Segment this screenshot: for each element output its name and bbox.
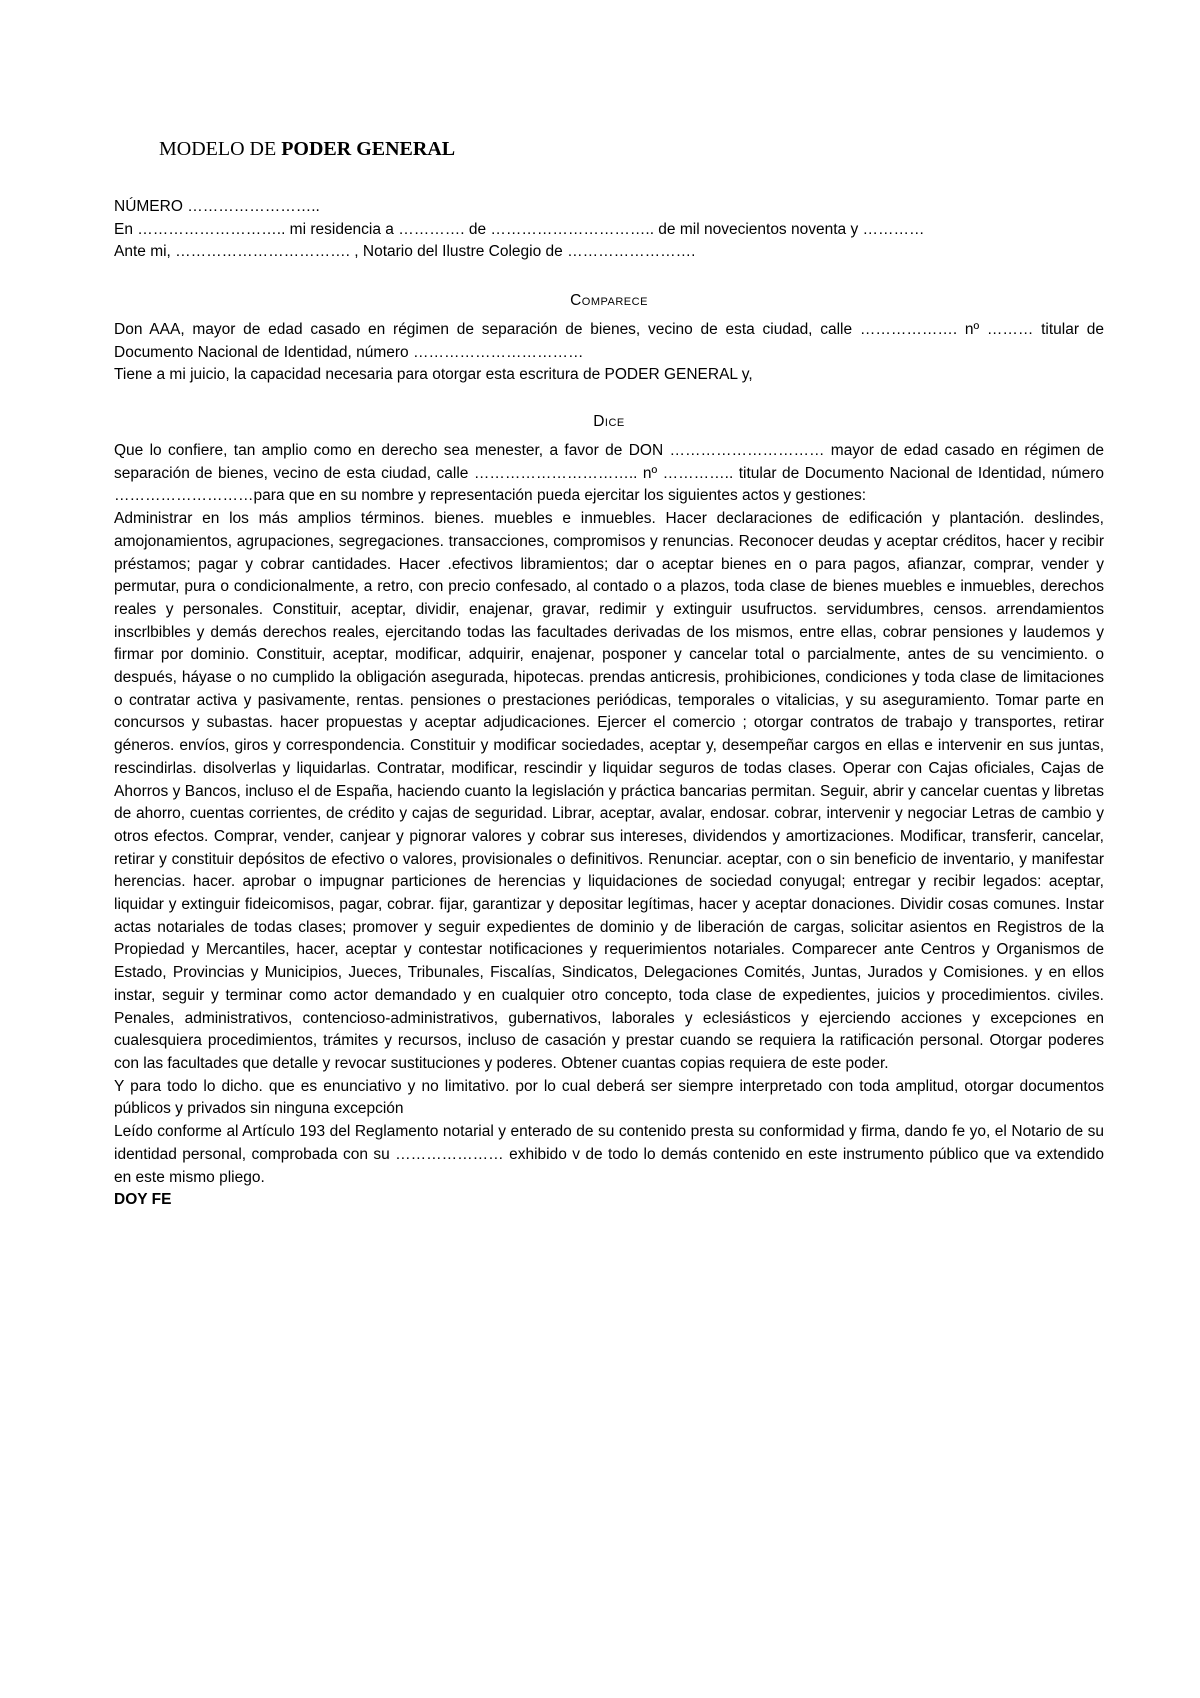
capacidad-paragraph: Tiene a mi juicio, la capacidad necesaria para otorgar esta escritura de PODER GENERAL y, (114, 366, 753, 384)
numero-line: NÚMERO …………………….. (114, 198, 320, 215)
facultades-paragraph: Administrar en los más amplios términos. bienes. muebles e inmuebles. Hacer declaraciones de edificación y plantación. deslindes, amojonamientos, agrupaciones, segregaciones. transacciones, compromisos y renuncias. Reconocer deudas y aceptar créditos, hacer y recibir préstamos; pagar y cobrar cantidades. Hacer .efectivos libramientos; dar o aceptar bienes en o para pagos, afianzar, comprar, vender y permutar, pura o condicionalmente, a retro, con precio confesado, al contado o a plazos, toda clase de bienes muebles e inmuebles, derechos reales y personales. Constituir, aceptar, dividir, enajenar, gravar, redimir y extinguir usufructos. servidumbres, censos. arrendamientos inscrlbibles y demás derechos reales, ejercitando todas las facultades derivadas de los mismos, entre ellas, cobrar pensiones y laudemos y firmar por dominio. Constituir, aceptar, modificar, adquirir, enajenar, posponer y cancelar total o parcialmente, antes de su vencimiento. o después, háyase o no cumplido la obligación asegurada, hipotecas. prendas anticresis, prohibiciones, condiciones y toda clase de limitaciones o contratar activa y pasivamente, rentas. pensiones o prestaciones periódicas, temporales o vitalicias, y su aseguramiento. Tomar parte en concursos y subastas. hacer propuestas y aceptar adjudicaciones. Ejercer el comercio ; otorgar contratos de trabajo y transportes, retirar géneros. envíos, giros y correspondencia. Constituir y modificar sociedades, aceptar y, desempeñar cargos en ellas e intervenir en sus juntas, rescindirlas. disolverlas y liquidarlas. Contratar, modificar, rescindir y liquidar seguros de todas clases. Operar con Cajas oficiales, Cajas de Ahorros y Bancos, incluso el de España, haciendo cuanto la legislación y práctica bancarias permitan. Seguir, abrir y cancelar cuentas y libretas de ahorro, cuentas corrientes, de crédito y cajas de seguridad. Librar, aceptar, avalar, endosar. cobrar, intervenir y negociar Letras de cambio y otros efectos. Comprar, vender, canjear y pignorar valores y cobrar sus intereses, dividendos y amortizaciones. Modificar, transferir, cancelar, retirar y constituir depósitos de efectivo o valores, provisionales o definitivos. Renunciar. aceptar, con o sin beneficio de inventario, y manifestar herencias. hacer. aprobar o impugnar particiones de herencias y liquidaciones de sociedad conyugal; entregar y recibir legados: aceptar, liquidar y extinguir fideicomisos, pagar, cobrar. fijar, garantizar y depositar legítimas, hacer y aceptar donaciones. Dividir cosas comunes. Instar actas notariales de todas clases; promover y seguir expedientes de dominio y de liberación de cargas, solicitar asientos en Registros de la Propiedad y Mercantiles, hacer, aceptar y contestar notificaciones y requerimientos notariales. Comparecer ante Centros y Organismos de Estado, Provincias y Municipios, Jueces, Tribunales, Fiscalías, Sindicatos, Delegaciones Comités, Juntas, Jurados y Comisiones. y en ellos instar, seguir y terminar como actor demandado y en cualquier otro concepto, toda clase de expedientes, juicios y procedimientos. civiles. Penales, administrativos, contencioso-administrativos, gubernativos, laborales y eclesiásticos y ejerciendo acciones y excepciones en cualesquiera procedimientos, trámites y recursos, incluso de casación y prestar cuando se requiera la ratificación personal. Otorgar poderes con las facultades que detalle y revocar sustituciones y poderes. Obtener cuantas copias requiera de este poder. (114, 510, 1104, 1072)
doy-fe-closing: DOY FE (114, 1191, 172, 1209)
lectura-paragraph: Leído conforme al Artículo 193 del Reglamento notarial y enterado de su contenido presta su conformidad y firma, dando fe yo, el Notario de su identidad personal, comprobada con su ………………… exhibido v de todo lo demás contenido en este instrumento público que va extendido en este mismo pliego. (114, 1123, 1104, 1186)
residencia-line: En ……………………….. mi residencia a …………. de ………………………….. de mil novecientos noventa y ………… (114, 220, 925, 238)
comparece-section (114, 319, 1104, 387)
favor-paragraph: Que lo confiere, tan amplio como en derecho sea menester, a favor de DON ………………………… mayor de edad casado en régimen de separación de bienes, vecino de esta ciudad, calle ………………………….. nº ………….. titular de Documento Nacional de Identidad, número ………………………para que en su nombre y representación pueda ejercitar los siguientes actos y gestiones: (114, 442, 1104, 505)
enunciativo-paragraph: Y para todo lo dicho. que es enunciativo y no limitativo. por lo cual deberá ser siempre interpretado con toda amplitud, otorgar documentos públicos y privados sin ninguna excepción (114, 1077, 1104, 1118)
notario-line: Ante mi, ……………………………. , Notario del Ilustre Colegio de ……………………. (114, 243, 696, 261)
title-emphasis: PODER GENERAL (281, 138, 456, 160)
header-block (114, 196, 1104, 264)
dice-section (114, 440, 1104, 1212)
dice-heading: Dice (593, 413, 625, 430)
title-prefix: MODELO DE (159, 138, 282, 160)
comparece-heading: Comparece (570, 292, 648, 309)
comparece-paragraph: Don AAA, mayor de edad casado en régimen de separación de bienes, vecino de esta ciudad, calle ………………. nº ……… titular de Documento Nacional de Identidad, número …………………………… (114, 321, 1104, 361)
document-title (159, 138, 455, 161)
